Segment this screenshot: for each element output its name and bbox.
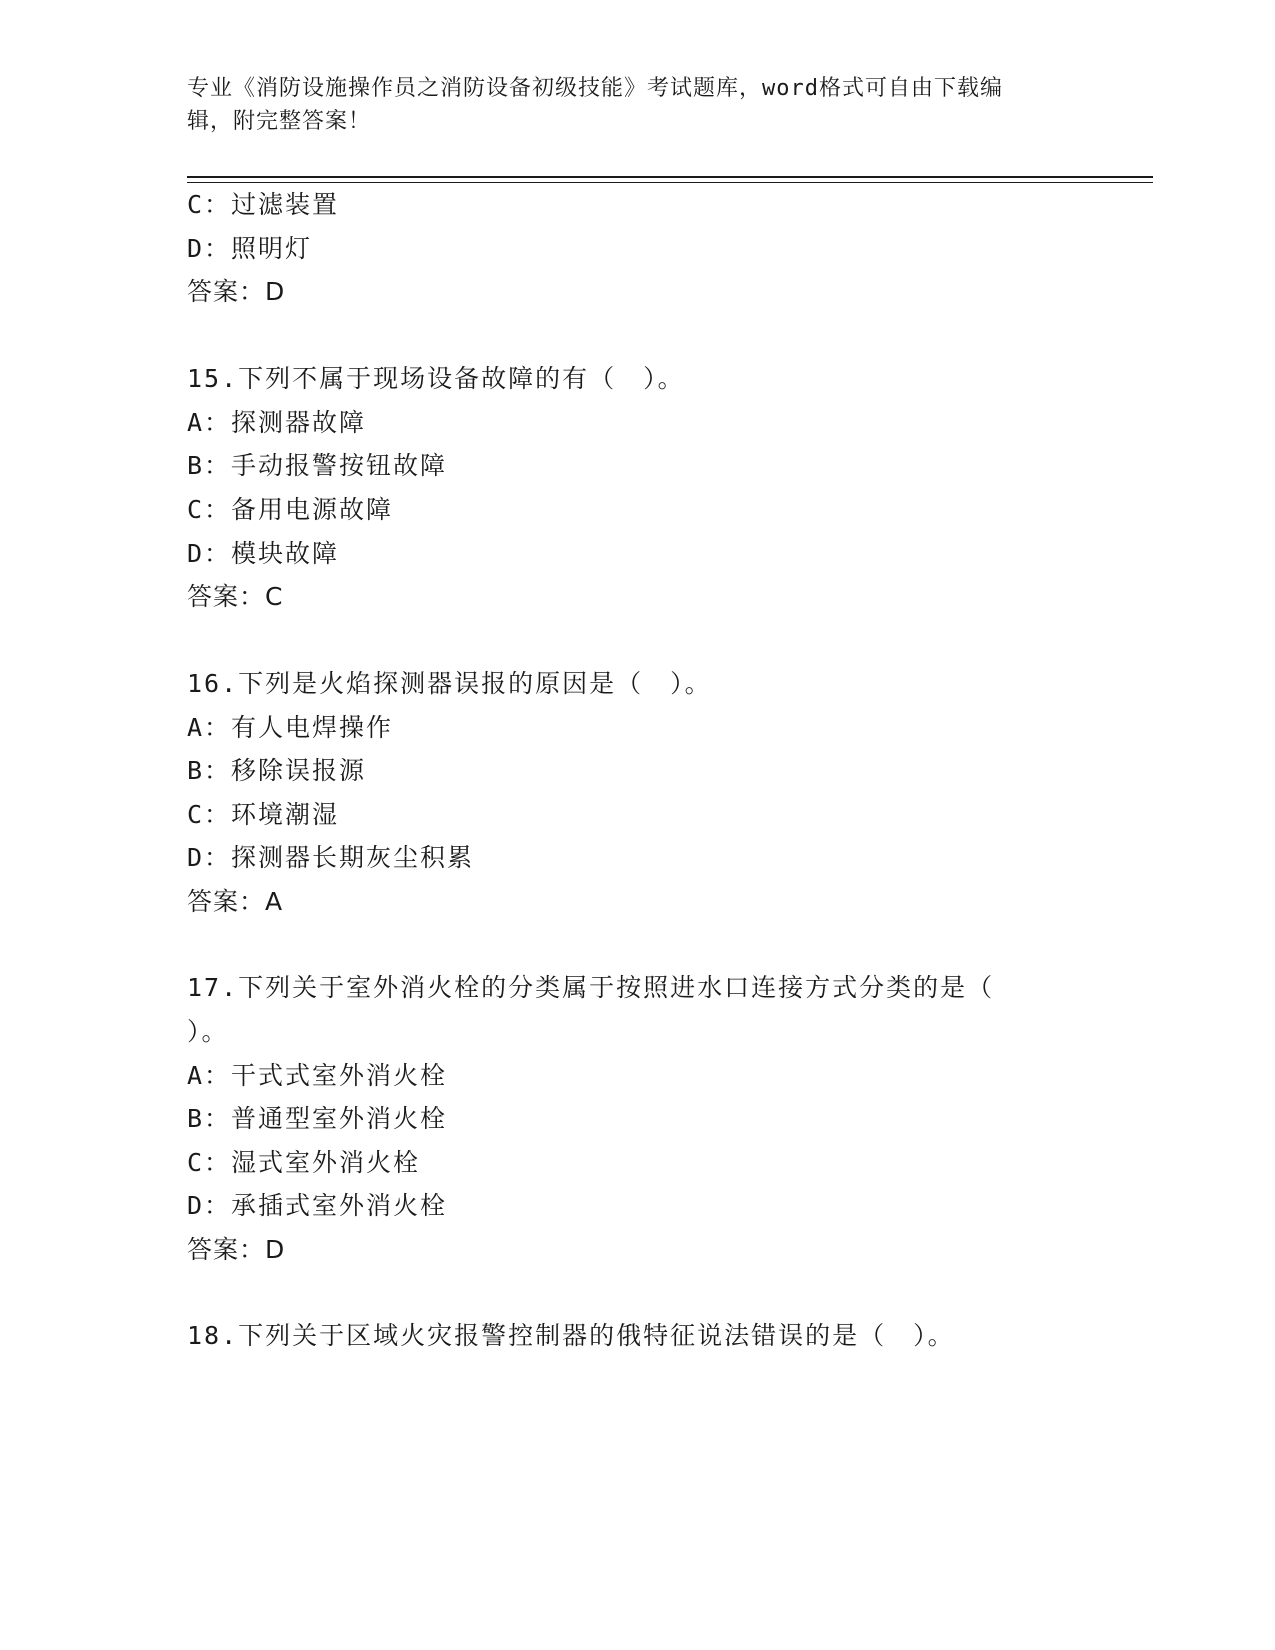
question-17-option-a: A：干式式室外消火栓 [187,1061,448,1090]
question-16-option-d: D：探测器长期灰尘积累 [187,843,475,872]
header-line-2: 辑，附完整答案！ [187,109,372,134]
prev-answer: 答案：D [187,277,286,306]
question-15-option-c: C：备用电源故障 [187,495,394,524]
prev-option-d: D：照明灯 [187,234,313,263]
header-line-1: 专业《消防设施操作员之消防设备初级技能》考试题库，word格式可自由下载编 [187,76,1003,101]
question-17-stem-line-2: ）。 [187,1017,229,1046]
question-15-option-a: A：探测器故障 [187,408,367,437]
document-header [187,72,1067,138]
prev-option-c: C：过滤装置 [187,190,340,219]
question-16-option-c: C：环境潮湿 [187,800,340,829]
question-17-option-b: B：普通型室外消火栓 [187,1104,448,1133]
question-18-stem: 18.下列关于区域火灾报警控制器的俄特征说法错误的是（ ）。 [187,1321,955,1350]
question-15-answer: 答案：C [187,582,284,611]
question-16-option-a: A：有人电焊操作 [187,713,394,742]
question-17-stem-line-1: 17.下列关于室外消火栓的分类属于按照进水口连接方式分类的是（ [187,973,995,1002]
header-divider-thin [187,182,1153,183]
header-divider-thick [187,176,1153,178]
question-15-option-d: D：模块故障 [187,539,340,568]
question-15-stem: 15.下列不属于现场设备故障的有（ ）。 [187,364,685,393]
question-16-option-b: B：移除误报源 [187,756,367,785]
question-17-answer: 答案：D [187,1235,286,1264]
question-16-stem: 16.下列是火焰探测器误报的原因是（ ）。 [187,669,712,698]
question-15-option-b: B：手动报警按钮故障 [187,451,448,480]
question-17-option-c: C：湿式室外消火栓 [187,1148,421,1177]
question-16-answer: 答案：A [187,887,284,916]
question-17-option-d: D：承插式室外消火栓 [187,1191,448,1220]
